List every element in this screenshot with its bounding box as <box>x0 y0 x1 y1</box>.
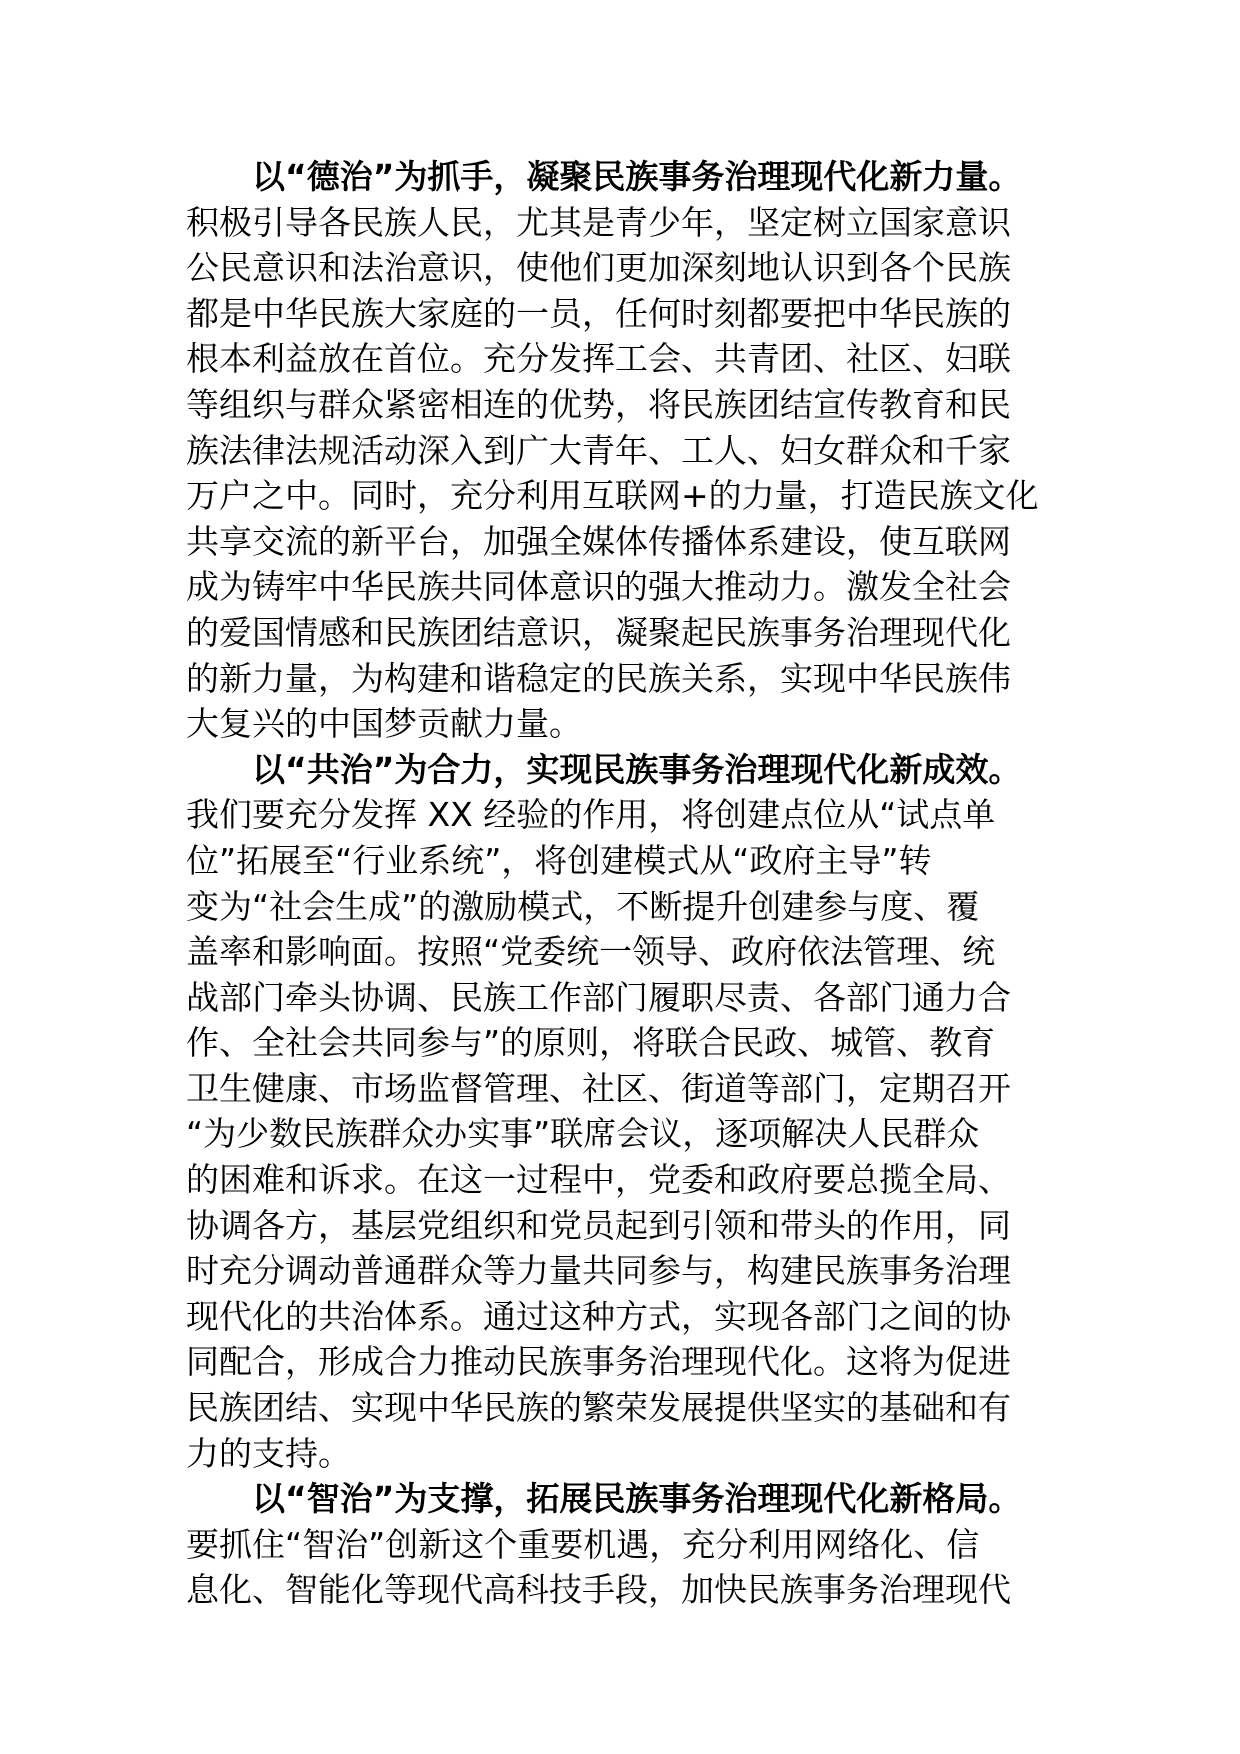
section-heading: 以“共治”为合力，实现民族事务治理现代化新成效。 <box>252 749 1022 789</box>
body-text-line: 位”拓展至“行业系统”，将创建模式从“政府主导”转 <box>186 840 932 880</box>
body-text-line: 力的支持。 <box>186 1433 351 1473</box>
body-text-line: 的新力量，为构建和谐稳定的民族关系，实现中华民族伟 <box>186 658 1011 698</box>
body-text-line: 作、全社会共同参与”的原则，将联合民政、城管、教育 <box>186 1023 996 1063</box>
body-text-line: 要抓住“智治”创新这个重要机遇，充分利用网络化、信 <box>186 1524 980 1564</box>
body-text-line: 息化、智能化等现代高科技手段，加快民族事务治理现代 <box>186 1570 1011 1610</box>
body-text-line: 民族团结、实现中华民族的繁荣发展提供坚实的基础和有 <box>186 1388 1011 1428</box>
body-text-line: 时充分调动普通群众等力量共同参与，构建民族事务治理 <box>186 1251 1011 1291</box>
body-text-line: 积极引导各民族人民，尤其是青少年，坚定树立国家意识 <box>186 202 1011 242</box>
section-heading: 以“德治”为抓手，凝聚民族事务治理现代化新力量。 <box>252 157 1022 196</box>
body-text-line: 万户之中。同时，充分利用互联网+的力量，打造民族文化 <box>186 476 1039 516</box>
body-text-line: 协调各方，基层党组织和党员起到引领和带头的作用，同 <box>186 1205 1011 1245</box>
body-text-line: 族法律法规活动深入到广大青年、工人、妇女群众和千家 <box>186 430 1011 470</box>
body-text-line: 变为“社会生成”的激励模式，不断提升创建参与度、覆 <box>186 886 980 926</box>
document-body <box>186 154 1064 1613</box>
body-text-line: 都是中华民族大家庭的一员，任何时刻都要把中华民族的 <box>186 293 1011 333</box>
body-text-line: 大复兴的中国梦贡献力量。 <box>186 704 582 744</box>
body-text-line: 的困难和诉求。在这一过程中，党委和政府要总揽全局、 <box>186 1160 1011 1200</box>
body-text-line: “为少数民族群众办实事”联席会议，逐项解决人民群众 <box>186 1114 980 1154</box>
body-text-line: 现代化的共治体系。通过这种方式，实现各部门之间的协 <box>186 1296 1011 1336</box>
body-text-line: 的爱国情感和民族团结意识，凝聚起民族事务治理现代化 <box>186 612 1011 652</box>
body-text-line: 成为铸牢中华民族共同体意识的强大推动力。激发全社会 <box>186 567 1011 607</box>
body-text-line: 同配合，形成合力推动民族事务治理现代化。这将为促进 <box>186 1342 1011 1382</box>
body-text-line: 战部门牵头协调、民族工作部门履职尽责、各部门通力合 <box>186 977 1011 1017</box>
section-heading: 以“智治”为支撑，拓展民族事务治理现代化新格局。 <box>252 1479 1022 1519</box>
body-text-line: 盖率和影响面。按照“党委统一领导、政府依法管理、统 <box>186 932 996 972</box>
body-text-line: 卫生健康、市场监督管理、社区、街道等部门，定期召开 <box>186 1068 1011 1108</box>
body-text-line: 公民意识和法治意识，使他们更加深刻地认识到各个民族 <box>186 248 1011 288</box>
body-text-line: 共享交流的新平台，加强全媒体传播体系建设，使互联网 <box>186 521 1011 561</box>
body-text-line: 等组织与群众紧密相连的优势，将民族团结宣传教育和民 <box>186 384 1011 424</box>
body-text-line: 我们要充分发挥 XX 经验的作用，将创建点位从“试点单 <box>186 795 996 835</box>
body-text-line: 根本利益放在首位。充分发挥工会、共青团、社区、妇联 <box>186 339 1011 379</box>
